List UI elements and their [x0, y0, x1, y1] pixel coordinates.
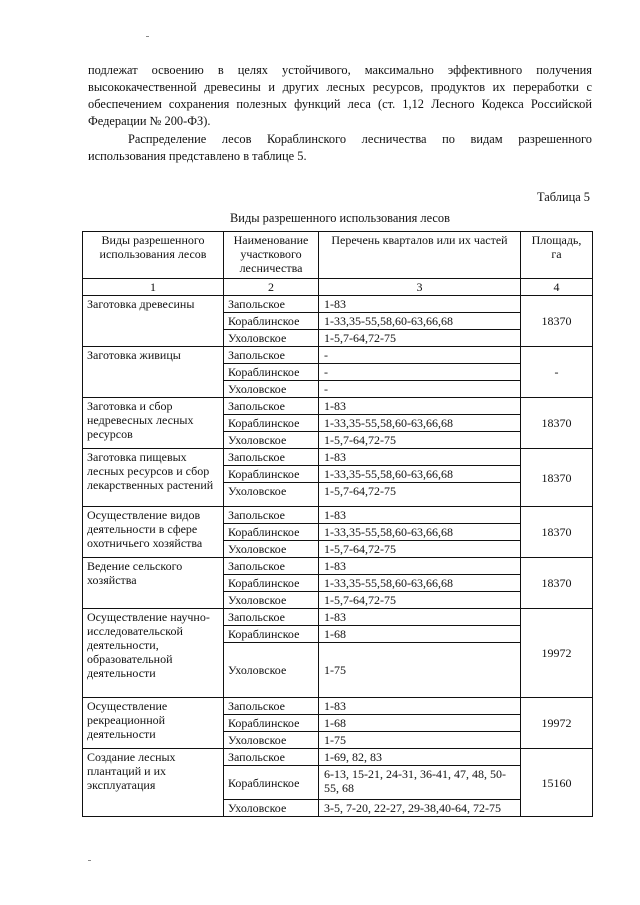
quarters-cell: 1-83 — [319, 558, 521, 575]
forestry-cell: Кораблинское — [224, 766, 319, 800]
quarters-cell: 1-5,7-64,72-75 — [319, 330, 521, 347]
use-type-cell: Заготовка пищевых лесных ресурсов и сбор лекарственных растений — [83, 449, 224, 507]
quarters-cell: - — [319, 347, 521, 364]
forestry-cell: Ухоловское — [224, 381, 319, 398]
table-row — [83, 507, 593, 524]
quarters-cell: 1-5,7-64,72-75 — [319, 432, 521, 449]
quarters-cell: 1-5,7-64,72-75 — [319, 541, 521, 558]
quarters-cell: 1-83 — [319, 698, 521, 715]
quarters-cell: - — [319, 364, 521, 381]
header-forestry: Наименование участкового лесничества — [224, 232, 319, 279]
forestry-cell: Ухоловское — [224, 432, 319, 449]
quarters-cell: 1-68 — [319, 715, 521, 732]
quarters-cell: 1-33,35-55,58,60-63,66,68 — [319, 524, 521, 541]
table-title: Виды разрешенного использования лесов — [230, 211, 450, 225]
forestry-cell: Ухоловское — [224, 541, 319, 558]
quarters-cell: 6-13, 15-21, 24-31, 36-41, 47, 48, 50-55, 68 — [319, 766, 521, 800]
table-row — [83, 749, 593, 766]
table-header-row — [83, 232, 593, 279]
forestry-cell: Ухоловское — [224, 643, 319, 698]
quarters-cell: 1-33,35-55,58,60-63,66,68 — [319, 313, 521, 330]
quarters-cell: 1-69, 82, 83 — [319, 749, 521, 766]
forestry-cell: Запольское — [224, 698, 319, 715]
use-type-cell: Осуществление рекреационной деятельности — [83, 698, 224, 749]
table-row — [83, 698, 593, 715]
forestry-cell: Кораблинское — [224, 364, 319, 381]
forestry-cell: Запольское — [224, 507, 319, 524]
table-row — [83, 347, 593, 364]
area-cell: 18370 — [521, 558, 593, 609]
quarters-cell: 1-75 — [319, 643, 521, 698]
area-cell: 18370 — [521, 398, 593, 449]
forestry-cell: Запольское — [224, 609, 319, 626]
forestry-cell: Ухоловское — [224, 330, 319, 347]
scan-mark — [88, 860, 91, 861]
forestry-cell: Кораблинское — [224, 715, 319, 732]
forestry-cell: Кораблинское — [224, 313, 319, 330]
area-cell: 18370 — [521, 507, 593, 558]
quarters-cell: 3-5, 7-20, 22-27, 29-38,40-64, 72-75 — [319, 800, 521, 817]
forestry-cell: Кораблинское — [224, 626, 319, 643]
table-row — [83, 398, 593, 415]
quarters-cell: 1-83 — [319, 398, 521, 415]
header-area: Площадь, га — [521, 232, 593, 279]
forestry-cell: Кораблинское — [224, 575, 319, 592]
quarters-cell: 1-5,7-64,72-75 — [319, 483, 521, 507]
quarters-cell: 1-33,35-55,58,60-63,66,68 — [319, 466, 521, 483]
forestry-cell: Ухоловское — [224, 800, 319, 817]
quarters-cell: 1-83 — [319, 609, 521, 626]
forestry-cell: Запольское — [224, 749, 319, 766]
header-quarters: Перечень кварталов или их частей — [319, 232, 521, 279]
forestry-cell: Ухоловское — [224, 592, 319, 609]
forestry-cell: Запольское — [224, 558, 319, 575]
column-number-row — [83, 279, 593, 296]
quarters-cell: 1-75 — [319, 732, 521, 749]
quarters-cell: 1-83 — [319, 296, 521, 313]
use-type-cell: Ведение сельского хозяйства — [83, 558, 224, 609]
forestry-cell: Запольское — [224, 449, 319, 466]
forestry-cell: Ухоловское — [224, 483, 319, 507]
forestry-cell: Запольское — [224, 398, 319, 415]
forestry-cell: Запольское — [224, 296, 319, 313]
table-row — [83, 449, 593, 466]
header-use: Виды разрешенного использования лесов — [83, 232, 224, 279]
area-cell: 15160 — [521, 749, 593, 817]
area-cell: 19972 — [521, 698, 593, 749]
table-row — [83, 558, 593, 575]
quarters-cell: - — [319, 381, 521, 398]
use-type-cell: Заготовка и сбор недревесных лесных ресурсов — [83, 398, 224, 449]
distribution-paragraph: Распределение лесов Кораблинского лесничества по видам разрешенного использования представлено в таблице 5. — [88, 132, 592, 163]
table-row — [83, 609, 593, 626]
table-label: Таблица 5 — [537, 190, 590, 204]
quarters-cell: 1-83 — [319, 449, 521, 466]
intro-paragraph: подлежат освоению в целях устойчивого, максимально эффективного получения высококачественной древесины и других лесных ресурсов, продуктов их переработки с обеспечением сохранения полезных функций леса (ст. 1,12 Лесного Кодекса Российской Федерации № 200-ФЗ). — [88, 63, 592, 128]
table-row — [83, 296, 593, 313]
area-cell: - — [521, 347, 593, 398]
column-number: 2 — [224, 279, 319, 296]
forestry-cell: Запольское — [224, 347, 319, 364]
quarters-cell: 1-68 — [319, 626, 521, 643]
column-number: 4 — [521, 279, 593, 296]
forestry-cell: Кораблинское — [224, 466, 319, 483]
area-cell: 19972 — [521, 609, 593, 698]
forestry-cell: Ухоловское — [224, 732, 319, 749]
forestry-cell: Кораблинское — [224, 415, 319, 432]
use-type-cell: Осуществление видов деятельности в сфере охотничьего хозяйства — [83, 507, 224, 558]
column-number: 3 — [319, 279, 521, 296]
use-type-cell: Заготовка древесины — [83, 296, 224, 347]
permitted-use-table — [82, 231, 593, 817]
quarters-cell: 1-33,35-55,58,60-63,66,68 — [319, 415, 521, 432]
use-type-cell: Создание лесных плантаций и их эксплуатация — [83, 749, 224, 817]
quarters-cell: 1-33,35-55,58,60-63,66,68 — [319, 575, 521, 592]
scan-mark — [146, 36, 149, 37]
forestry-cell: Кораблинское — [224, 524, 319, 541]
area-cell: 18370 — [521, 449, 593, 507]
use-type-cell: Осуществление научно-исследовательской деятельности, образовательной деятельности — [83, 609, 224, 698]
column-number: 1 — [83, 279, 224, 296]
quarters-cell: 1-83 — [319, 507, 521, 524]
area-cell: 18370 — [521, 296, 593, 347]
use-type-cell: Заготовка живицы — [83, 347, 224, 398]
quarters-cell: 1-5,7-64,72-75 — [319, 592, 521, 609]
